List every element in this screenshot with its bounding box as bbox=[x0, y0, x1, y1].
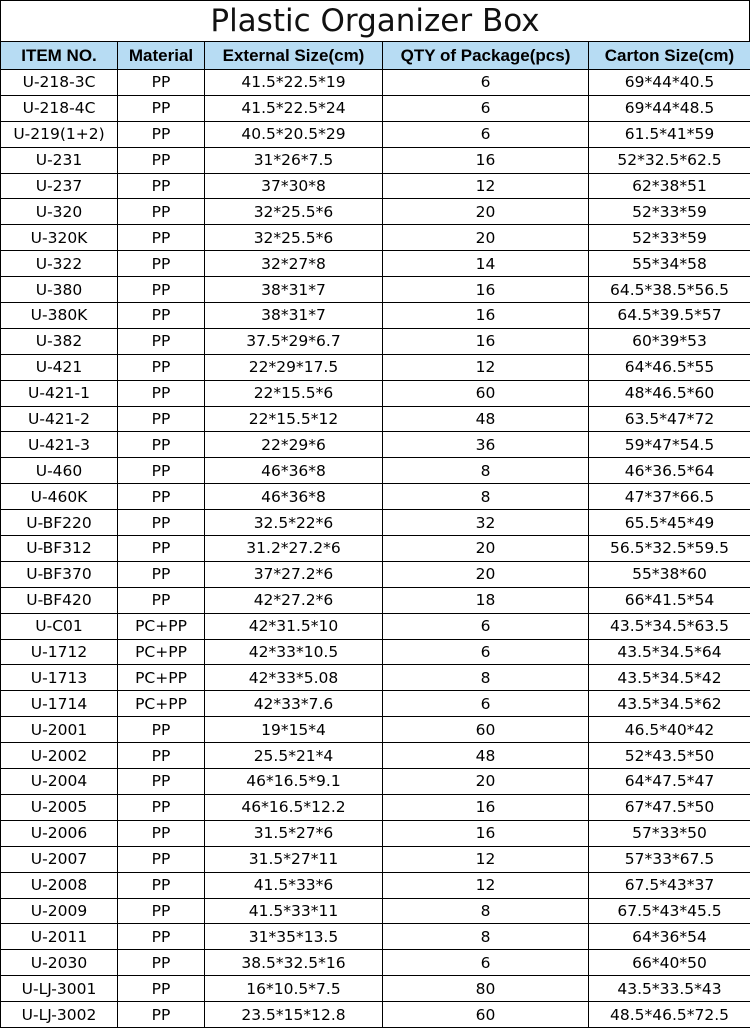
qty-cell: 16 bbox=[383, 820, 589, 846]
table-row bbox=[1, 769, 750, 795]
qty-cell: 6 bbox=[383, 639, 589, 665]
column-header-qty-of-package: QTY of Package(pcs) bbox=[383, 42, 589, 70]
item-no-cell: U-320 bbox=[1, 199, 118, 225]
external-size-cell: 31.5*27*6 bbox=[205, 820, 383, 846]
sheet-title: Plastic Organizer Box bbox=[0, 0, 750, 41]
table-row bbox=[1, 406, 750, 432]
qty-cell: 16 bbox=[383, 328, 589, 354]
qty-cell: 12 bbox=[383, 173, 589, 199]
carton-size-cell: 61.5*41*59 bbox=[589, 121, 750, 147]
item-no-cell: U-2006 bbox=[1, 820, 118, 846]
external-size-cell: 19*15*4 bbox=[205, 717, 383, 743]
item-no-cell: U-2011 bbox=[1, 924, 118, 950]
material-cell: PP bbox=[118, 173, 205, 199]
external-size-cell: 46*16.5*12.2 bbox=[205, 794, 383, 820]
carton-size-cell: 46*36.5*64 bbox=[589, 458, 750, 484]
qty-cell: 16 bbox=[383, 277, 589, 303]
carton-size-cell: 48*46.5*60 bbox=[589, 380, 750, 406]
material-cell: PP bbox=[118, 820, 205, 846]
item-no-cell: U-460K bbox=[1, 484, 118, 510]
qty-cell: 48 bbox=[383, 743, 589, 769]
table-row bbox=[1, 121, 750, 147]
carton-size-cell: 59*47*54.5 bbox=[589, 432, 750, 458]
external-size-cell: 46*36*8 bbox=[205, 484, 383, 510]
carton-size-cell: 60*39*53 bbox=[589, 328, 750, 354]
carton-size-cell: 64*36*54 bbox=[589, 924, 750, 950]
table-row bbox=[1, 665, 750, 691]
external-size-cell: 46*16.5*9.1 bbox=[205, 769, 383, 795]
table-row bbox=[1, 924, 750, 950]
item-no-cell: U-2007 bbox=[1, 846, 118, 872]
qty-cell: 14 bbox=[383, 251, 589, 277]
external-size-cell: 22*29*6 bbox=[205, 432, 383, 458]
table-row bbox=[1, 1002, 750, 1028]
table-row bbox=[1, 536, 750, 562]
table-row bbox=[1, 794, 750, 820]
material-cell: PP bbox=[118, 303, 205, 329]
external-size-cell: 38*31*7 bbox=[205, 303, 383, 329]
item-no-cell: U-218-4C bbox=[1, 95, 118, 121]
carton-size-cell: 52*33*59 bbox=[589, 199, 750, 225]
table-row bbox=[1, 225, 750, 251]
column-header-material: Material bbox=[118, 42, 205, 70]
qty-cell: 20 bbox=[383, 199, 589, 225]
item-no-cell: U-320K bbox=[1, 225, 118, 251]
item-no-cell: U-2008 bbox=[1, 872, 118, 898]
table-row bbox=[1, 691, 750, 717]
qty-cell: 20 bbox=[383, 225, 589, 251]
carton-size-cell: 57*33*67.5 bbox=[589, 846, 750, 872]
material-cell: PP bbox=[118, 587, 205, 613]
carton-size-cell: 46.5*40*42 bbox=[589, 717, 750, 743]
carton-size-cell: 69*44*48.5 bbox=[589, 95, 750, 121]
material-cell: PP bbox=[118, 846, 205, 872]
table-row bbox=[1, 303, 750, 329]
qty-cell: 18 bbox=[383, 587, 589, 613]
qty-cell: 8 bbox=[383, 458, 589, 484]
material-cell: PC+PP bbox=[118, 639, 205, 665]
carton-size-cell: 64*46.5*55 bbox=[589, 354, 750, 380]
external-size-cell: 40.5*20.5*29 bbox=[205, 121, 383, 147]
table-row bbox=[1, 950, 750, 976]
qty-cell: 12 bbox=[383, 872, 589, 898]
carton-size-cell: 47*37*66.5 bbox=[589, 484, 750, 510]
item-no-cell: U-421 bbox=[1, 354, 118, 380]
item-no-cell: U-237 bbox=[1, 173, 118, 199]
material-cell: PP bbox=[118, 199, 205, 225]
qty-cell: 6 bbox=[383, 121, 589, 147]
header-row bbox=[1, 42, 750, 70]
material-cell: PP bbox=[118, 251, 205, 277]
table-row bbox=[1, 354, 750, 380]
table-row bbox=[1, 380, 750, 406]
external-size-cell: 41.5*22.5*19 bbox=[205, 70, 383, 96]
material-cell: PP bbox=[118, 277, 205, 303]
table-row bbox=[1, 613, 750, 639]
material-cell: PP bbox=[118, 717, 205, 743]
material-cell: PP bbox=[118, 536, 205, 562]
qty-cell: 6 bbox=[383, 70, 589, 96]
material-cell: PP bbox=[118, 769, 205, 795]
table-body bbox=[1, 70, 750, 1028]
carton-size-cell: 67*47.5*50 bbox=[589, 794, 750, 820]
external-size-cell: 31.2*27.2*6 bbox=[205, 536, 383, 562]
table-row bbox=[1, 846, 750, 872]
carton-size-cell: 48.5*46.5*72.5 bbox=[589, 1002, 750, 1028]
qty-cell: 8 bbox=[383, 665, 589, 691]
item-no-cell: U-BF220 bbox=[1, 510, 118, 536]
material-cell: PP bbox=[118, 458, 205, 484]
external-size-cell: 41.5*22.5*24 bbox=[205, 95, 383, 121]
material-cell: PP bbox=[118, 950, 205, 976]
qty-cell: 12 bbox=[383, 354, 589, 380]
item-no-cell: U-LJ-3001 bbox=[1, 976, 118, 1002]
material-cell: PP bbox=[118, 794, 205, 820]
item-no-cell: U-231 bbox=[1, 147, 118, 173]
carton-size-cell: 64*47.5*47 bbox=[589, 769, 750, 795]
material-cell: PP bbox=[118, 70, 205, 96]
carton-size-cell: 64.5*39.5*57 bbox=[589, 303, 750, 329]
external-size-cell: 42*31.5*10 bbox=[205, 613, 383, 639]
external-size-cell: 22*29*17.5 bbox=[205, 354, 383, 380]
item-no-cell: U-421-1 bbox=[1, 380, 118, 406]
table-row bbox=[1, 743, 750, 769]
carton-size-cell: 69*44*40.5 bbox=[589, 70, 750, 96]
item-no-cell: U-C01 bbox=[1, 613, 118, 639]
item-no-cell: U-BF312 bbox=[1, 536, 118, 562]
qty-cell: 60 bbox=[383, 717, 589, 743]
carton-size-cell: 67.5*43*37 bbox=[589, 872, 750, 898]
qty-cell: 16 bbox=[383, 147, 589, 173]
qty-cell: 12 bbox=[383, 846, 589, 872]
external-size-cell: 37*30*8 bbox=[205, 173, 383, 199]
external-size-cell: 42*33*7.6 bbox=[205, 691, 383, 717]
external-size-cell: 22*15.5*12 bbox=[205, 406, 383, 432]
carton-size-cell: 43.5*34.5*42 bbox=[589, 665, 750, 691]
table-row bbox=[1, 976, 750, 1002]
qty-cell: 8 bbox=[383, 924, 589, 950]
product-table bbox=[0, 41, 750, 1028]
table-row bbox=[1, 639, 750, 665]
item-no-cell: U-460 bbox=[1, 458, 118, 484]
material-cell: PP bbox=[118, 328, 205, 354]
material-cell: PP bbox=[118, 406, 205, 432]
qty-cell: 16 bbox=[383, 794, 589, 820]
qty-cell: 36 bbox=[383, 432, 589, 458]
qty-cell: 60 bbox=[383, 380, 589, 406]
item-no-cell: U-218-3C bbox=[1, 70, 118, 96]
item-no-cell: U-BF370 bbox=[1, 561, 118, 587]
external-size-cell: 31.5*27*11 bbox=[205, 846, 383, 872]
table-row bbox=[1, 872, 750, 898]
external-size-cell: 32*27*8 bbox=[205, 251, 383, 277]
carton-size-cell: 62*38*51 bbox=[589, 173, 750, 199]
carton-size-cell: 66*41.5*54 bbox=[589, 587, 750, 613]
carton-size-cell: 55*34*58 bbox=[589, 251, 750, 277]
column-header-item-no: ITEM NO. bbox=[1, 42, 118, 70]
carton-size-cell: 43.5*34.5*62 bbox=[589, 691, 750, 717]
external-size-cell: 32.5*22*6 bbox=[205, 510, 383, 536]
table-row bbox=[1, 510, 750, 536]
qty-cell: 6 bbox=[383, 95, 589, 121]
qty-cell: 80 bbox=[383, 976, 589, 1002]
material-cell: PP bbox=[118, 924, 205, 950]
external-size-cell: 16*10.5*7.5 bbox=[205, 976, 383, 1002]
item-no-cell: U-219(1+2) bbox=[1, 121, 118, 147]
material-cell: PP bbox=[118, 147, 205, 173]
table-row bbox=[1, 561, 750, 587]
item-no-cell: U-380 bbox=[1, 277, 118, 303]
carton-size-cell: 56.5*32.5*59.5 bbox=[589, 536, 750, 562]
carton-size-cell: 64.5*38.5*56.5 bbox=[589, 277, 750, 303]
table-row bbox=[1, 277, 750, 303]
material-cell: PP bbox=[118, 225, 205, 251]
external-size-cell: 32*25.5*6 bbox=[205, 225, 383, 251]
table-row bbox=[1, 458, 750, 484]
table-row bbox=[1, 587, 750, 613]
column-header-external-size: External Size(cm) bbox=[205, 42, 383, 70]
table-row bbox=[1, 147, 750, 173]
table-row bbox=[1, 717, 750, 743]
material-cell: PP bbox=[118, 510, 205, 536]
table-row bbox=[1, 199, 750, 225]
column-header-carton-size: Carton Size(cm) bbox=[589, 42, 750, 70]
external-size-cell: 32*25.5*6 bbox=[205, 199, 383, 225]
external-size-cell: 41.5*33*6 bbox=[205, 872, 383, 898]
qty-cell: 20 bbox=[383, 769, 589, 795]
qty-cell: 20 bbox=[383, 536, 589, 562]
external-size-cell: 25.5*21*4 bbox=[205, 743, 383, 769]
table-row bbox=[1, 70, 750, 96]
carton-size-cell: 65.5*45*49 bbox=[589, 510, 750, 536]
qty-cell: 16 bbox=[383, 303, 589, 329]
qty-cell: 6 bbox=[383, 613, 589, 639]
qty-cell: 8 bbox=[383, 484, 589, 510]
external-size-cell: 31*35*13.5 bbox=[205, 924, 383, 950]
item-no-cell: U-2002 bbox=[1, 743, 118, 769]
material-cell: PP bbox=[118, 380, 205, 406]
item-no-cell: U-380K bbox=[1, 303, 118, 329]
item-no-cell: U-BF420 bbox=[1, 587, 118, 613]
material-cell: PC+PP bbox=[118, 613, 205, 639]
carton-size-cell: 43.5*33.5*43 bbox=[589, 976, 750, 1002]
table-row bbox=[1, 432, 750, 458]
material-cell: PP bbox=[118, 1002, 205, 1028]
material-cell: PP bbox=[118, 432, 205, 458]
material-cell: PP bbox=[118, 743, 205, 769]
qty-cell: 48 bbox=[383, 406, 589, 432]
carton-size-cell: 52*33*59 bbox=[589, 225, 750, 251]
item-no-cell: U-2001 bbox=[1, 717, 118, 743]
material-cell: PP bbox=[118, 872, 205, 898]
external-size-cell: 46*36*8 bbox=[205, 458, 383, 484]
item-no-cell: U-2005 bbox=[1, 794, 118, 820]
external-size-cell: 41.5*33*11 bbox=[205, 898, 383, 924]
external-size-cell: 37*27.2*6 bbox=[205, 561, 383, 587]
carton-size-cell: 52*43.5*50 bbox=[589, 743, 750, 769]
external-size-cell: 37.5*29*6.7 bbox=[205, 328, 383, 354]
item-no-cell: U-421-3 bbox=[1, 432, 118, 458]
item-no-cell: U-421-2 bbox=[1, 406, 118, 432]
qty-cell: 8 bbox=[383, 898, 589, 924]
item-no-cell: U-2009 bbox=[1, 898, 118, 924]
material-cell: PC+PP bbox=[118, 691, 205, 717]
carton-size-cell: 52*32.5*62.5 bbox=[589, 147, 750, 173]
material-cell: PP bbox=[118, 121, 205, 147]
material-cell: PP bbox=[118, 354, 205, 380]
table-row bbox=[1, 173, 750, 199]
item-no-cell: U-382 bbox=[1, 328, 118, 354]
item-no-cell: U-1712 bbox=[1, 639, 118, 665]
qty-cell: 6 bbox=[383, 691, 589, 717]
material-cell: PP bbox=[118, 484, 205, 510]
material-cell: PP bbox=[118, 898, 205, 924]
external-size-cell: 22*15.5*6 bbox=[205, 380, 383, 406]
table-row bbox=[1, 820, 750, 846]
table-row bbox=[1, 898, 750, 924]
qty-cell: 20 bbox=[383, 561, 589, 587]
table-header bbox=[1, 42, 750, 70]
carton-size-cell: 43.5*34.5*63.5 bbox=[589, 613, 750, 639]
carton-size-cell: 43.5*34.5*64 bbox=[589, 639, 750, 665]
item-no-cell: U-2004 bbox=[1, 769, 118, 795]
carton-size-cell: 63.5*47*72 bbox=[589, 406, 750, 432]
table-row bbox=[1, 95, 750, 121]
table-row bbox=[1, 328, 750, 354]
external-size-cell: 38.5*32.5*16 bbox=[205, 950, 383, 976]
item-no-cell: U-1713 bbox=[1, 665, 118, 691]
external-size-cell: 42*33*5.08 bbox=[205, 665, 383, 691]
material-cell: PP bbox=[118, 561, 205, 587]
external-size-cell: 23.5*15*12.8 bbox=[205, 1002, 383, 1028]
material-cell: PP bbox=[118, 95, 205, 121]
table-row bbox=[1, 251, 750, 277]
external-size-cell: 42*33*10.5 bbox=[205, 639, 383, 665]
qty-cell: 6 bbox=[383, 950, 589, 976]
carton-size-cell: 57*33*50 bbox=[589, 820, 750, 846]
item-no-cell: U-LJ-3002 bbox=[1, 1002, 118, 1028]
external-size-cell: 38*31*7 bbox=[205, 277, 383, 303]
external-size-cell: 31*26*7.5 bbox=[205, 147, 383, 173]
qty-cell: 60 bbox=[383, 1002, 589, 1028]
qty-cell: 32 bbox=[383, 510, 589, 536]
item-no-cell: U-322 bbox=[1, 251, 118, 277]
external-size-cell: 42*27.2*6 bbox=[205, 587, 383, 613]
table-row bbox=[1, 484, 750, 510]
material-cell: PC+PP bbox=[118, 665, 205, 691]
item-no-cell: U-1714 bbox=[1, 691, 118, 717]
material-cell: PP bbox=[118, 976, 205, 1002]
carton-size-cell: 67.5*43*45.5 bbox=[589, 898, 750, 924]
item-no-cell: U-2030 bbox=[1, 950, 118, 976]
carton-size-cell: 55*38*60 bbox=[589, 561, 750, 587]
carton-size-cell: 66*40*50 bbox=[589, 950, 750, 976]
